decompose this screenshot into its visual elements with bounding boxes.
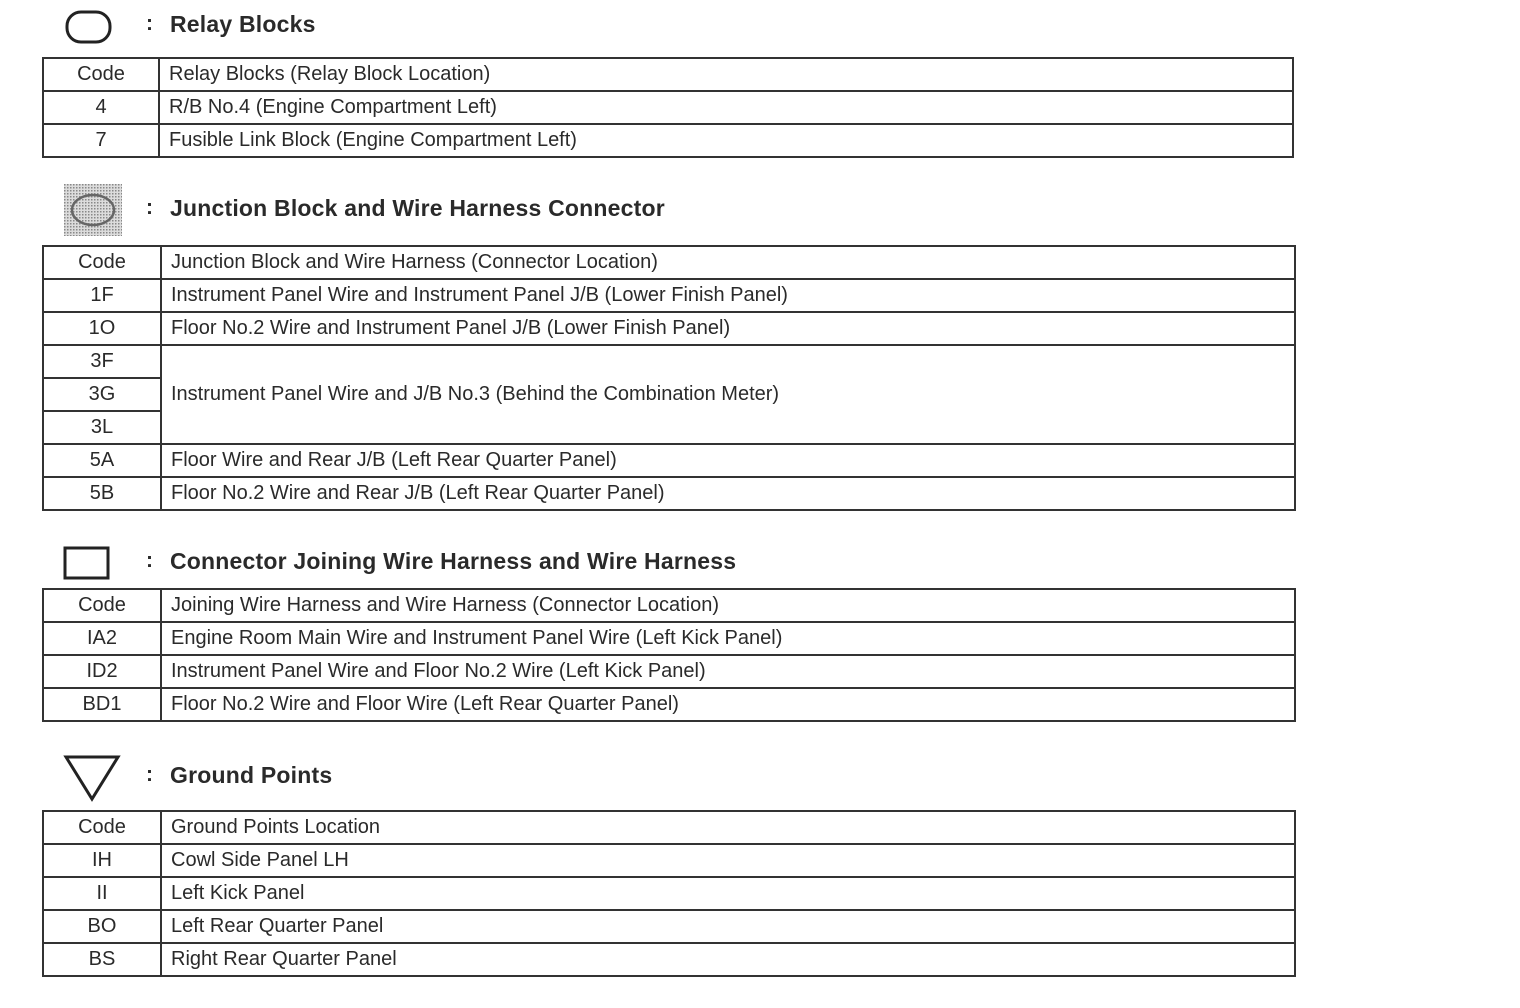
table-row (43, 124, 1293, 157)
desc-cell: Floor No.2 Wire and Rear J/B (Left Rear Quarter Panel) (161, 477, 1295, 510)
table-row (43, 477, 1295, 510)
table-row (43, 91, 1293, 124)
desc-cell: Instrument Panel Wire and Floor No.2 Wire (Left Kick Panel) (161, 655, 1295, 688)
table-row (43, 444, 1295, 477)
junction-block-table (42, 245, 1296, 511)
ground-points-table (42, 810, 1296, 977)
colon: : (146, 549, 153, 572)
code-cell: 1F (43, 279, 161, 312)
code-cell: 1O (43, 312, 161, 345)
code-cell: IH (43, 844, 161, 877)
table-row (43, 844, 1295, 877)
table-header-row (43, 811, 1295, 844)
desc-cell: Engine Room Main Wire and Instrument Panel Wire (Left Kick Panel) (161, 622, 1295, 655)
table-header-row (43, 246, 1295, 279)
relay-blocks-table (42, 57, 1294, 158)
desc-cell: Left Rear Quarter Panel (161, 910, 1295, 943)
header-desc: Joining Wire Harness and Wire Harness (Connector Location) (161, 589, 1295, 622)
desc-cell: Fusible Link Block (Engine Compartment Left) (159, 124, 1293, 157)
square-icon (62, 545, 112, 581)
colon: : (146, 12, 153, 35)
table-header-row (43, 589, 1295, 622)
code-cell: II (43, 877, 161, 910)
desc-cell: Right Rear Quarter Panel (161, 943, 1295, 976)
rounded-rect-icon (64, 8, 114, 46)
code-cell: 5A (43, 444, 161, 477)
section-title-relay-blocks: Relay Blocks (170, 11, 316, 37)
table-row (43, 345, 1295, 378)
table-row (43, 877, 1295, 910)
desc-cell: Floor No.2 Wire and Instrument Panel J/B (Lower Finish Panel) (161, 312, 1295, 345)
desc-cell: R/B No.4 (Engine Compartment Left) (159, 91, 1293, 124)
header-desc: Ground Points Location (161, 811, 1295, 844)
code-cell: 5B (43, 477, 161, 510)
colon: : (146, 763, 153, 786)
connector-joining-table (42, 588, 1296, 722)
code-cell: 3F (43, 345, 161, 378)
section-title-connector-joining: Connector Joining Wire Harness and Wire Harness (170, 548, 737, 574)
header-desc: Relay Blocks (Relay Block Location) (159, 58, 1293, 91)
table-row (43, 688, 1295, 721)
table-row (43, 943, 1295, 976)
code-cell: IA2 (43, 622, 161, 655)
desc-cell-merged: Instrument Panel Wire and J/B No.3 (Behind the Combination Meter) (161, 345, 1295, 444)
desc-cell: Instrument Panel Wire and Instrument Panel J/B (Lower Finish Panel) (161, 279, 1295, 312)
header-code: Code (43, 811, 161, 844)
section-title-junction-block: Junction Block and Wire Harness Connector (170, 195, 665, 221)
table-row (43, 622, 1295, 655)
colon: : (146, 196, 153, 219)
code-cell: BO (43, 910, 161, 943)
table-row (43, 279, 1295, 312)
code-cell: 3L (43, 411, 161, 444)
header-code: Code (43, 246, 161, 279)
down-triangle-icon (62, 753, 122, 803)
desc-cell: Floor No.2 Wire and Floor Wire (Left Rear Quarter Panel) (161, 688, 1295, 721)
header-code: Code (43, 58, 159, 91)
section-title-ground-points: Ground Points (170, 762, 333, 788)
code-cell: ID2 (43, 655, 161, 688)
table-header-row (43, 58, 1293, 91)
table-row (43, 910, 1295, 943)
desc-cell: Cowl Side Panel LH (161, 844, 1295, 877)
table-row (43, 655, 1295, 688)
code-cell: 4 (43, 91, 159, 124)
desc-cell: Left Kick Panel (161, 877, 1295, 910)
code-cell: BD1 (43, 688, 161, 721)
shaded-oval-icon (64, 184, 122, 236)
code-cell: 3G (43, 378, 161, 411)
header-code: Code (43, 589, 161, 622)
desc-cell: Floor Wire and Rear J/B (Left Rear Quarter Panel) (161, 444, 1295, 477)
code-cell: BS (43, 943, 161, 976)
code-cell: 7 (43, 124, 159, 157)
header-desc: Junction Block and Wire Harness (Connector Location) (161, 246, 1295, 279)
table-row (43, 312, 1295, 345)
